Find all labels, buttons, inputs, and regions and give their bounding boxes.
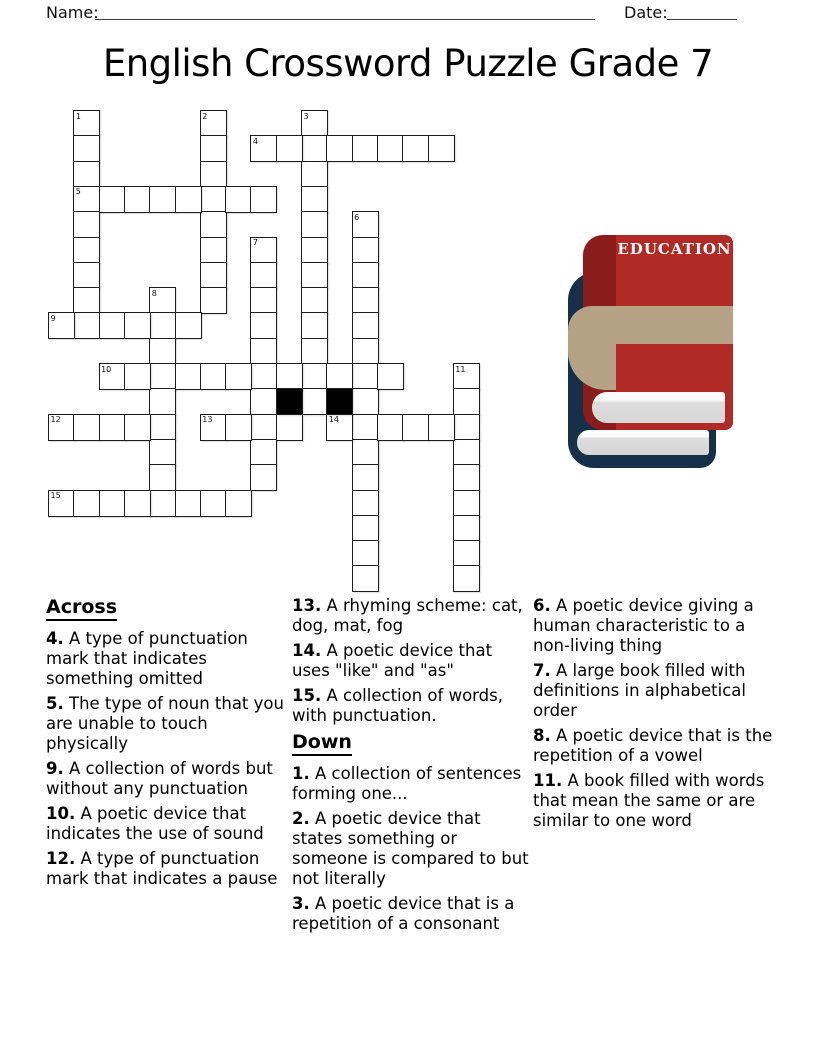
ribbon-band <box>616 306 733 344</box>
clue-item: 12. A type of punctuation mark that indicates a pause <box>46 849 278 888</box>
grid-cell[interactable] <box>250 363 277 390</box>
grid-cell[interactable] <box>250 186 277 213</box>
education-label: EDUCATION <box>617 240 732 258</box>
grid-cell[interactable] <box>402 135 429 162</box>
grid-cell[interactable] <box>149 439 176 466</box>
clue-item: 3. A poetic device that is a repetition of a consonant <box>292 894 515 933</box>
clue-number: 10. <box>46 804 76 823</box>
grid-cell[interactable] <box>250 135 277 162</box>
grid-cell[interactable] <box>352 237 379 264</box>
grid-cell[interactable] <box>149 490 176 517</box>
grid-cell[interactable] <box>453 388 480 415</box>
grid-cell[interactable] <box>73 110 100 137</box>
grid-cell[interactable] <box>149 186 176 213</box>
cell-number: 8 <box>151 288 157 298</box>
cell-number: 14 <box>328 415 339 425</box>
grid-cell[interactable] <box>200 287 227 314</box>
grid-cell[interactable] <box>352 490 379 517</box>
grid-cell[interactable] <box>276 135 303 162</box>
grid-cell[interactable] <box>149 414 176 441</box>
grid-cell[interactable] <box>301 161 328 188</box>
page-title: English Crossword Puzzle Grade 7 <box>102 42 714 85</box>
grid-cell[interactable] <box>73 161 100 188</box>
grid-cell[interactable] <box>301 262 328 289</box>
clue-section-heading: Down <box>292 731 532 756</box>
grid-cell[interactable] <box>200 363 227 390</box>
cell-number: 12 <box>50 415 61 425</box>
grid-cell[interactable] <box>175 490 202 517</box>
clue-number: 3. <box>292 894 310 913</box>
grid-cell[interactable] <box>99 312 126 339</box>
grid-cell[interactable] <box>377 135 404 162</box>
grid-cell[interactable] <box>301 135 328 162</box>
grid-cell[interactable] <box>225 414 252 441</box>
clue-number: 5. <box>46 694 64 713</box>
clue-number: 8. <box>533 726 551 745</box>
grid-cell[interactable] <box>175 363 202 390</box>
grid-cell[interactable] <box>175 186 202 213</box>
grid-cell[interactable] <box>352 287 379 314</box>
clue-column-3 <box>533 596 778 836</box>
clue-item: 14. A poetic device that uses "like" and "as" <box>292 641 493 680</box>
grid-cell[interactable] <box>124 414 151 441</box>
grid-cell[interactable] <box>200 262 227 289</box>
grid-cell[interactable] <box>352 262 379 289</box>
grid-cell[interactable] <box>73 287 100 314</box>
grid-cell[interactable] <box>149 312 176 339</box>
cell-number: 10 <box>101 364 112 374</box>
grid-cell[interactable] <box>124 312 151 339</box>
grid-cell[interactable] <box>326 135 353 162</box>
grid-cell[interactable] <box>149 338 176 365</box>
grid-cell[interactable] <box>301 363 328 390</box>
cell-number: 13 <box>202 415 213 425</box>
grid-cell[interactable] <box>352 388 379 415</box>
grid-cell[interactable] <box>225 186 252 213</box>
grid-cell[interactable] <box>73 490 100 517</box>
grid-cell[interactable] <box>352 338 379 365</box>
clue-item: 2. A poetic device that states something or someone is compared to but not literally <box>292 809 529 888</box>
grid-cell[interactable] <box>453 414 480 441</box>
grid-cell[interactable] <box>428 135 455 162</box>
grid-cell[interactable] <box>301 338 328 365</box>
grid-cell[interactable] <box>99 490 126 517</box>
books-illustration <box>558 228 740 470</box>
clue-item: 4. A type of punctuation mark that indicates something omitted <box>46 629 248 688</box>
grid-cell[interactable] <box>200 186 227 213</box>
red-book-pages <box>592 392 725 423</box>
grid-cell[interactable] <box>250 237 277 264</box>
grid-cell[interactable] <box>301 186 328 213</box>
grid-cell[interactable] <box>99 186 126 213</box>
grid-cell[interactable] <box>250 262 277 289</box>
name-label: Name: <box>46 3 99 22</box>
navy-book-pages <box>577 430 709 455</box>
clue-item: 13. A rhyming scheme: cat, dog, mat, fog <box>292 596 523 635</box>
grid-cell[interactable] <box>250 287 277 314</box>
grid-block-cell <box>326 388 353 415</box>
grid-cell[interactable] <box>453 490 480 517</box>
clue-item: 7. A large book filled with definitions in alphabetical order <box>533 661 746 720</box>
grid-cell[interactable] <box>73 211 100 238</box>
grid-cell[interactable] <box>99 363 126 390</box>
grid-cell[interactable] <box>73 262 100 289</box>
clue-number: 12. <box>46 849 76 868</box>
clue-number: 4. <box>46 629 64 648</box>
grid-cell[interactable] <box>250 338 277 365</box>
grid-cell[interactable] <box>301 211 328 238</box>
grid-cell[interactable] <box>453 439 480 466</box>
grid-cell[interactable] <box>453 464 480 491</box>
grid-cell[interactable] <box>124 363 151 390</box>
grid-cell[interactable] <box>352 464 379 491</box>
grid-cell[interactable] <box>250 414 277 441</box>
grid-cell[interactable] <box>73 237 100 264</box>
cell-number: 11 <box>455 364 466 374</box>
clue-number: 9. <box>46 759 64 778</box>
grid-cell[interactable] <box>200 414 227 441</box>
grid-cell[interactable] <box>326 363 353 390</box>
grid-cell[interactable] <box>200 211 227 238</box>
grid-cell[interactable] <box>301 287 328 314</box>
grid-cell[interactable] <box>124 186 151 213</box>
grid-cell[interactable] <box>124 490 151 517</box>
grid-cell[interactable] <box>453 363 480 390</box>
clue-item: 10. A poetic device that indicates the use of sound <box>46 804 264 843</box>
cell-number: 9 <box>50 313 56 323</box>
grid-cell[interactable] <box>326 414 353 441</box>
grid-cell[interactable] <box>352 312 379 339</box>
grid-cell[interactable] <box>73 135 100 162</box>
grid-cell[interactable] <box>99 414 126 441</box>
cell-number: 1 <box>75 111 81 121</box>
grid-cell[interactable] <box>225 363 252 390</box>
grid-cell[interactable] <box>48 490 75 517</box>
grid-cell[interactable] <box>200 490 227 517</box>
grid-cell[interactable] <box>377 414 404 441</box>
grid-cell[interactable] <box>225 490 252 517</box>
clue-item: 9. A collection of words but without any punctuation <box>46 759 273 798</box>
clue-number: 11. <box>533 771 563 790</box>
grid-cell[interactable] <box>149 287 176 314</box>
grid-cell[interactable] <box>149 363 176 390</box>
cell-number: 7 <box>252 238 258 247</box>
clue-item: 1. A collection of sentences forming one... <box>292 764 522 803</box>
grid-cell[interactable] <box>73 312 100 339</box>
clue-number: 14. <box>292 641 322 660</box>
grid-cell[interactable] <box>352 211 379 238</box>
cell-number: 6 <box>354 212 360 222</box>
grid-cell[interactable] <box>73 414 100 441</box>
grid-cell[interactable] <box>377 363 404 390</box>
grid-cell[interactable] <box>352 414 379 441</box>
cell-number: 4 <box>252 136 258 146</box>
grid-cell[interactable] <box>301 110 328 137</box>
grid-cell[interactable] <box>428 414 455 441</box>
grid-cell[interactable] <box>402 414 429 441</box>
grid-cell[interactable] <box>352 135 379 162</box>
clue-number: 15. <box>292 686 322 705</box>
grid-cell[interactable] <box>301 388 328 415</box>
clue-number: 2. <box>292 809 310 828</box>
grid-cell[interactable] <box>200 110 227 137</box>
grid-cell[interactable] <box>250 388 277 415</box>
clue-item: 8. A poetic device that is the repetition of a vowel <box>533 726 773 765</box>
grid-cell[interactable] <box>301 312 328 339</box>
clue-number: 13. <box>292 596 322 615</box>
grid-cell[interactable] <box>453 515 480 542</box>
grid-cell[interactable] <box>200 135 227 162</box>
cell-number: 5 <box>75 187 81 197</box>
grid-cell[interactable] <box>175 312 202 339</box>
grid-cell[interactable] <box>149 464 176 491</box>
date-label: Date: <box>624 3 668 22</box>
grid-cell[interactable] <box>276 363 303 390</box>
grid-block-cell <box>276 388 303 415</box>
cell-number: 3 <box>303 111 309 121</box>
clue-column-1 <box>46 596 290 894</box>
grid-cell[interactable] <box>48 312 75 339</box>
clue-number: 7. <box>533 661 551 680</box>
grid-cell[interactable] <box>250 439 277 466</box>
grid-cell[interactable] <box>352 515 379 542</box>
clue-item: 6. A poetic device giving a human characteristic to a non-living thing <box>533 596 754 655</box>
clue-item: 15. A collection of words, with punctuation. <box>292 686 503 725</box>
grid-cell[interactable] <box>250 312 277 339</box>
grid-cell[interactable] <box>73 186 100 213</box>
clue-item: 5. The type of noun that you are unable to touch physically <box>46 694 284 753</box>
clue-item: 11. A book filled with words that mean the same or are similar to one word <box>533 771 765 830</box>
grid-cell[interactable] <box>453 565 480 592</box>
grid-cell[interactable] <box>200 237 227 264</box>
grid-cell[interactable] <box>352 363 379 390</box>
grid-cell[interactable] <box>301 237 328 264</box>
grid-cell[interactable] <box>352 565 379 592</box>
clue-section-heading: Across <box>46 596 290 621</box>
grid-cell[interactable] <box>250 464 277 491</box>
grid-cell[interactable] <box>276 414 303 441</box>
grid-cell[interactable] <box>200 161 227 188</box>
clue-number: 6. <box>533 596 551 615</box>
cell-number: 2 <box>202 111 208 121</box>
cell-number: 15 <box>50 491 61 500</box>
grid-cell[interactable] <box>149 388 176 415</box>
clue-number: 1. <box>292 764 310 783</box>
clue-column-2 <box>292 596 532 939</box>
grid-cell[interactable] <box>48 414 75 441</box>
grid-cell[interactable] <box>453 540 480 567</box>
grid-cell[interactable] <box>352 439 379 466</box>
grid-cell[interactable] <box>352 540 379 567</box>
